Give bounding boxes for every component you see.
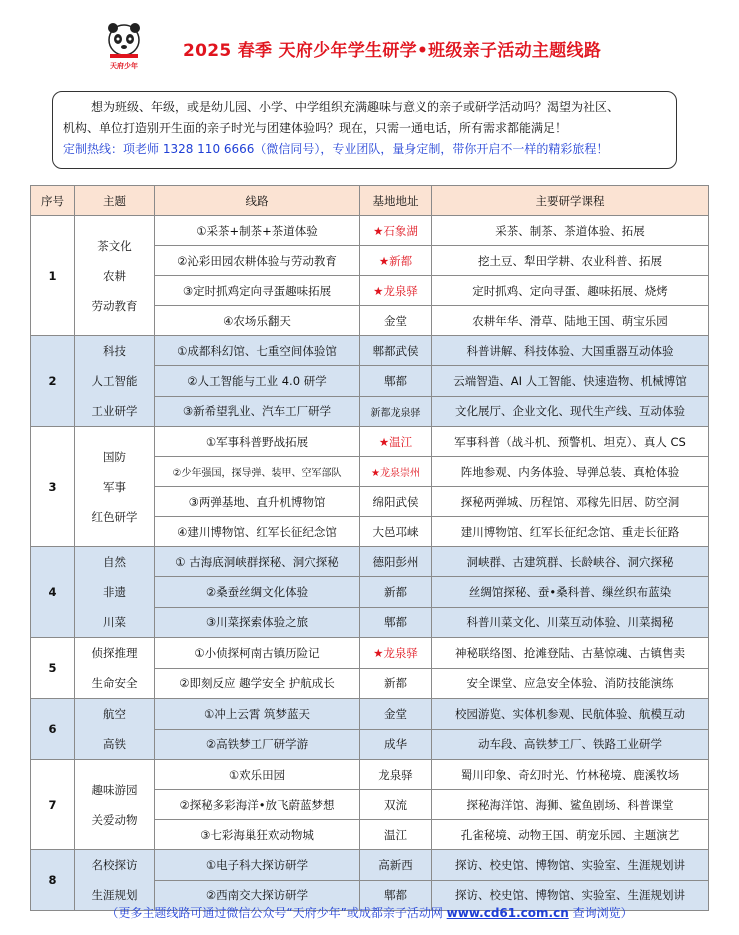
theme-line: 川菜 bbox=[103, 615, 126, 629]
group-theme bbox=[75, 547, 155, 638]
route-cell: ① 古海底洞峡群探秘、洞穴探秘 bbox=[155, 547, 360, 577]
base-name: 龙泉驿 bbox=[383, 283, 418, 298]
table-row bbox=[31, 850, 709, 881]
base-cell: 新都龙泉驿 bbox=[360, 396, 432, 426]
theme-line: 自然 bbox=[103, 555, 126, 569]
theme-line: 生命安全 bbox=[91, 676, 138, 690]
theme-line: 非遗 bbox=[103, 585, 126, 599]
course-cell: 军事科普（战斗机、预警机、坦克）、真人 CS bbox=[432, 427, 709, 457]
course-cell: 探访、校史馆、博物馆、实验室、生涯规划讲 bbox=[432, 850, 709, 881]
intro-line-2: 机构、单位打造别开生面的亲子时光与团建体验吗？现在，只需一通电话，所有需求都能满足！ bbox=[63, 121, 568, 135]
course-cell: 蜀川印象、奇幻时光、竹林秘境、鹿溪牧场 bbox=[432, 760, 709, 790]
course-cell: 安全课堂、应急安全体验、消防技能演练 bbox=[432, 668, 709, 699]
header-base: 基地地址 bbox=[360, 186, 432, 216]
group-number: 5 bbox=[31, 638, 75, 699]
theme-line: 工业研学 bbox=[91, 404, 138, 418]
theme-line: 侦探推理 bbox=[91, 646, 138, 660]
footer-note bbox=[0, 904, 739, 921]
base-cell bbox=[360, 457, 432, 487]
course-cell: 动车段、高铁梦工厂、铁路工业研学 bbox=[432, 729, 709, 760]
course-cell: 农耕年华、滑草、陆地王国、萌宝乐园 bbox=[432, 306, 709, 336]
route-cell: ②沁彩田园农耕体验与劳动教育 bbox=[155, 246, 360, 276]
theme-line: 名校探访 bbox=[91, 858, 138, 872]
page-title: 2025 春季 天府少年学生研学•班级亲子活动主题线路 bbox=[183, 41, 602, 61]
theme-line: 人工智能 bbox=[91, 374, 138, 388]
intro-line-1: 想为班级、年级，或是幼儿园、小学、中学组织充满趣味与意义的亲子或研学活动吗？渴望为社区、 bbox=[91, 100, 620, 114]
route-cell: ①采茶+制茶+茶道体验 bbox=[155, 216, 360, 246]
footer-prefix: （更多主题线路可通过微信公众号“天府少年”或成都亲子活动网 bbox=[106, 906, 447, 920]
theme-line: 生涯规划 bbox=[91, 888, 138, 902]
route-cell: ①军事科普野战拓展 bbox=[155, 427, 360, 457]
base-cell: 温江 bbox=[360, 820, 432, 850]
route-cell: ②高铁梦工厂研学游 bbox=[155, 729, 360, 760]
route-cell: ③两弹基地、直升机博物馆 bbox=[155, 487, 360, 517]
group-theme bbox=[75, 638, 155, 699]
base-cell: 德阳彭州 bbox=[360, 547, 432, 577]
base-cell: 郫都武侯 bbox=[360, 336, 432, 366]
group-theme bbox=[75, 216, 155, 336]
route-cell: ③新希望乳业、汽车工厂研学 bbox=[155, 396, 360, 426]
route-cell: ①电子科大探访研学 bbox=[155, 850, 360, 881]
route-table bbox=[30, 185, 709, 911]
base-name: 新都 bbox=[389, 253, 413, 268]
base-cell: 金堂 bbox=[360, 306, 432, 336]
course-cell: 丝绸馆探秘、蚕•桑科普、缫丝织布蓝染 bbox=[432, 577, 709, 607]
footer-link[interactable]: www.cd61.com.cn bbox=[446, 906, 569, 920]
route-cell: ②人工智能与工业 4.0 研学 bbox=[155, 366, 360, 396]
header-no: 序号 bbox=[31, 186, 75, 216]
hotline-text: 定制热线：项老师 1328 110 6666（微信同号），专业团队，量身定制，带你开启不一样的精彩旅程！ bbox=[63, 142, 609, 156]
table-row bbox=[31, 427, 709, 457]
base-name: 温江 bbox=[389, 434, 413, 449]
intro-box bbox=[52, 91, 677, 169]
course-cell: 定时抓鸡、定向寻蛋、趣味拓展、烧烤 bbox=[432, 276, 709, 306]
base-cell: 龙泉驿 bbox=[360, 760, 432, 790]
table-row bbox=[31, 336, 709, 366]
star-icon: ★ bbox=[378, 434, 390, 449]
base-cell: 郫都 bbox=[360, 366, 432, 396]
route-cell: ④建川博物馆、红军长征纪念馆 bbox=[155, 517, 360, 547]
base-cell: 郫都 bbox=[360, 607, 432, 637]
route-cell: ③定时抓鸡定向寻蛋趣味拓展 bbox=[155, 276, 360, 306]
group-theme bbox=[75, 850, 155, 911]
route-cell: ③七彩海巢狂欢动物城 bbox=[155, 820, 360, 850]
theme-line: 国防 bbox=[103, 449, 126, 464]
group-theme bbox=[75, 427, 155, 547]
group-number: 6 bbox=[31, 699, 75, 760]
group-number: 1 bbox=[31, 216, 75, 336]
table-row bbox=[31, 760, 709, 790]
course-cell: 探访、校史馆、博物馆、实验室、生涯规划讲 bbox=[432, 880, 709, 911]
base-cell: 郫都 bbox=[360, 880, 432, 911]
page-header bbox=[0, 0, 739, 80]
group-number: 8 bbox=[31, 850, 75, 911]
table-body bbox=[31, 216, 709, 911]
course-cell: 校园游览、实体机参观、民航体验、航模互动 bbox=[432, 699, 709, 730]
base-cell: 金堂 bbox=[360, 699, 432, 730]
table-row bbox=[31, 547, 709, 577]
course-cell: 云端智造、AI 人工智能、快速造物、机械博馆 bbox=[432, 366, 709, 396]
theme-line: 红色研学 bbox=[91, 509, 138, 524]
table-row bbox=[31, 216, 709, 246]
footer-suffix: 查询浏览） bbox=[568, 906, 633, 920]
course-cell: 文化展厅、企业文化、现代生产线、互动体验 bbox=[432, 396, 709, 426]
route-cell: ①成都科幻馆、七重空间体验馆 bbox=[155, 336, 360, 366]
logo-text: 天府少年 bbox=[110, 62, 138, 70]
course-cell: 洞峡群、古建筑群、长龄峡谷、洞穴探秘 bbox=[432, 547, 709, 577]
route-cell: ②桑蚕丝绸文化体验 bbox=[155, 577, 360, 607]
course-cell: 科普川菜文化、川菜互动体验、川菜揭秘 bbox=[432, 607, 709, 637]
star-icon: ★ bbox=[371, 468, 380, 479]
base-cell: 新都 bbox=[360, 668, 432, 699]
base-cell: 双流 bbox=[360, 790, 432, 820]
route-cell: ③川菜探索体验之旅 bbox=[155, 607, 360, 637]
group-number: 7 bbox=[31, 760, 75, 850]
route-cell: ①欢乐田园 bbox=[155, 760, 360, 790]
course-cell: 探秘两弹城、历程馆、邓稼先旧居、防空洞 bbox=[432, 487, 709, 517]
course-cell: 挖土豆、犁田学耕、农业科普、拓展 bbox=[432, 246, 709, 276]
header-theme: 主题 bbox=[75, 186, 155, 216]
theme-line: 关爱动物 bbox=[91, 812, 138, 827]
header-route: 线路 bbox=[155, 186, 360, 216]
route-cell: ①冲上云霄 筑梦蓝天 bbox=[155, 699, 360, 730]
base-name: 龙泉驿 bbox=[383, 645, 418, 660]
base-cell bbox=[360, 427, 432, 457]
theme-line: 航空 bbox=[103, 707, 126, 721]
group-theme bbox=[75, 336, 155, 427]
base-cell: 高新西 bbox=[360, 850, 432, 881]
star-icon: ★ bbox=[373, 645, 384, 660]
theme-line: 农耕 bbox=[103, 268, 126, 283]
route-cell: ④农场乐翻天 bbox=[155, 306, 360, 336]
course-cell: 神秘联络图、抢滩登陆、古墓惊魂、古镇售卖 bbox=[432, 638, 709, 669]
course-cell: 探秘海洋馆、海狮、鲨鱼剧场、科普课堂 bbox=[432, 790, 709, 820]
course-cell: 采茶、制茶、茶道体验、拓展 bbox=[432, 216, 709, 246]
table-header-row bbox=[31, 186, 709, 216]
star-icon: ★ bbox=[373, 283, 384, 298]
theme-line: 科技 bbox=[103, 344, 126, 358]
theme-line: 趣味游园 bbox=[91, 782, 138, 797]
base-name: 石象湖 bbox=[383, 223, 418, 238]
group-number: 2 bbox=[31, 336, 75, 427]
group-number: 4 bbox=[31, 547, 75, 638]
star-icon: ★ bbox=[373, 223, 384, 238]
base-cell: 绵阳武侯 bbox=[360, 487, 432, 517]
theme-line: 茶文化 bbox=[97, 238, 132, 253]
route-cell: ②探秘多彩海洋•放飞蔚蓝梦想 bbox=[155, 790, 360, 820]
theme-line: 劳动教育 bbox=[91, 298, 138, 313]
course-cell: 阵地参观、内务体验、导弹总装、真枪体验 bbox=[432, 457, 709, 487]
route-cell: ②西南交大探访研学 bbox=[155, 880, 360, 911]
base-cell: 新都 bbox=[360, 577, 432, 607]
table-row bbox=[31, 699, 709, 730]
group-number: 3 bbox=[31, 427, 75, 547]
course-cell: 孔雀秘境、动物王国、萌宠乐园、主题演艺 bbox=[432, 820, 709, 850]
table-row bbox=[31, 638, 709, 669]
route-cell: ①小侦探柯南古镇历险记 bbox=[155, 638, 360, 669]
header-course: 主要研学课程 bbox=[432, 186, 709, 216]
route-cell: ②少年强国，探导弹、装甲、空军部队 bbox=[155, 457, 360, 487]
course-cell: 科普讲解、科技体验、大国重器互动体验 bbox=[432, 336, 709, 366]
base-name: 龙泉崇州 bbox=[379, 468, 420, 479]
route-cell: ②即刻反应 趣学安全 护航成长 bbox=[155, 668, 360, 699]
star-icon: ★ bbox=[378, 253, 390, 268]
course-cell: 建川博物馆、红军长征纪念馆、重走长征路 bbox=[432, 517, 709, 547]
group-theme bbox=[75, 699, 155, 760]
group-theme bbox=[75, 760, 155, 850]
base-cell: 成华 bbox=[360, 729, 432, 760]
base-cell bbox=[360, 638, 432, 669]
theme-line: 军事 bbox=[103, 479, 126, 494]
base-cell bbox=[360, 276, 432, 306]
theme-line: 高铁 bbox=[103, 737, 126, 751]
base-cell: 大邑邛崃 bbox=[360, 517, 432, 547]
base-cell bbox=[360, 246, 432, 276]
base-cell bbox=[360, 216, 432, 246]
